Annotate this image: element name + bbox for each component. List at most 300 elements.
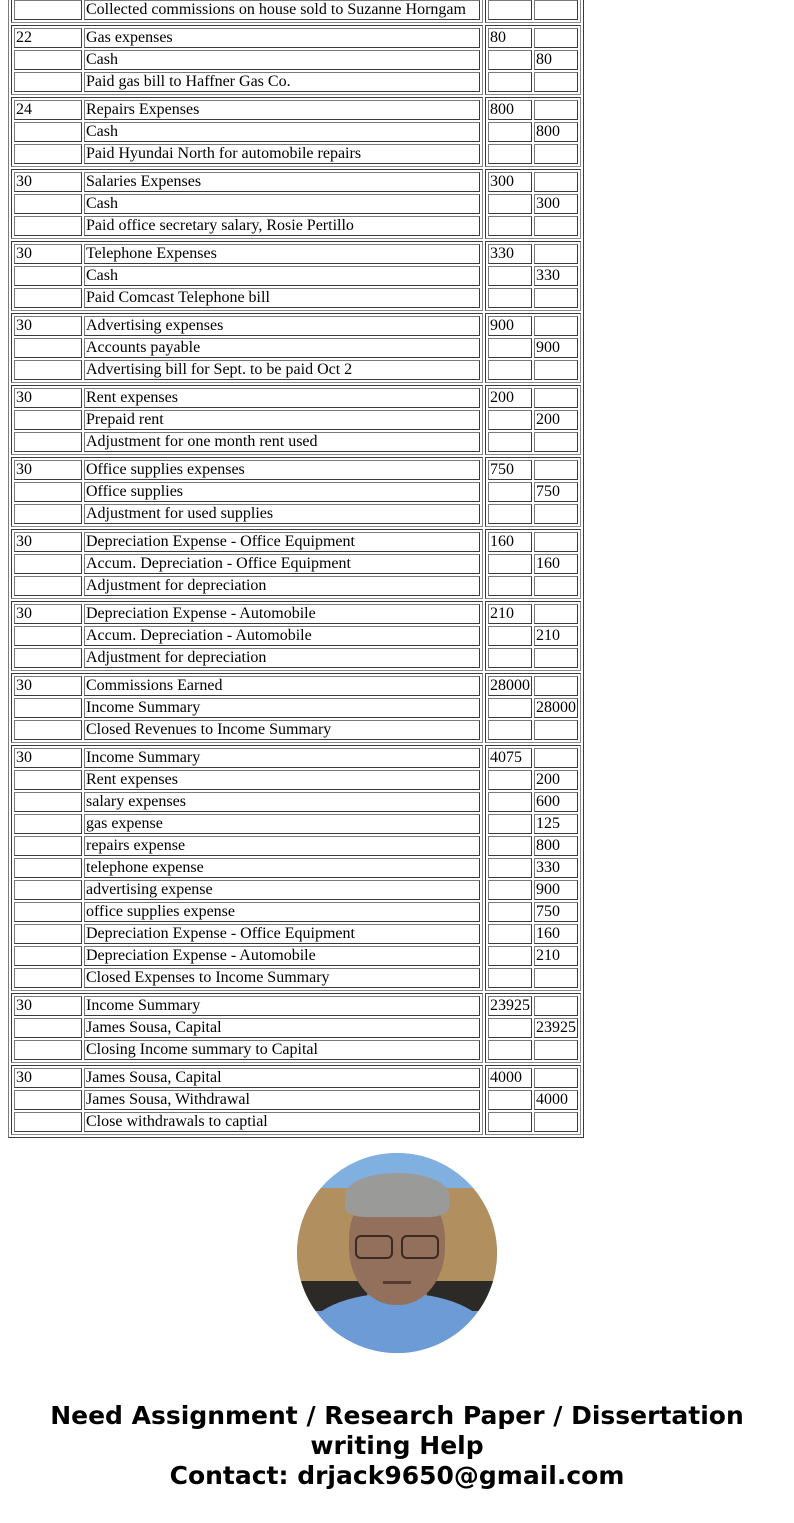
contact-banner (0, 1401, 794, 1491)
table-row (488, 924, 578, 944)
credit-cell (534, 532, 578, 552)
table-row (14, 902, 480, 922)
description-cell: Repairs Expenses (84, 100, 480, 120)
debit-cell (488, 576, 532, 596)
table-row (14, 1018, 480, 1038)
entry-account-table (12, 386, 482, 454)
table-row (14, 880, 480, 900)
description-cell: Rent expenses (84, 388, 480, 408)
journal-entry (11, 673, 581, 743)
table-row (14, 338, 480, 358)
debit-cell (488, 266, 532, 286)
table-row (14, 554, 480, 574)
entry-amount-table (486, 26, 580, 94)
description-cell: Advertising expenses (84, 316, 480, 336)
date-cell (14, 288, 82, 308)
entry-amount-cell (485, 0, 581, 23)
credit-cell: 4000 (534, 1090, 578, 1110)
credit-cell: 160 (534, 554, 578, 574)
date-cell (14, 1040, 82, 1060)
entry-account-table (12, 242, 482, 310)
entry-account-table (12, 26, 482, 94)
table-row (488, 836, 578, 856)
date-cell: 22 (14, 28, 82, 48)
journal-entry (11, 25, 581, 95)
table-row (488, 858, 578, 878)
debit-cell (488, 0, 532, 20)
entry-amount-table (486, 458, 580, 526)
date-cell: 30 (14, 244, 82, 264)
credit-cell: 330 (534, 858, 578, 878)
credit-cell: 750 (534, 902, 578, 922)
debit-cell (488, 814, 532, 834)
credit-cell (534, 648, 578, 668)
date-cell (14, 576, 82, 596)
table-row (488, 648, 578, 668)
credit-cell: 28000 (536, 699, 576, 716)
entry-account-cell (11, 169, 483, 239)
table-row (14, 698, 480, 718)
debit-cell (488, 858, 532, 878)
table-row (488, 554, 578, 574)
date-cell (14, 836, 82, 856)
description-cell: Paid Hyundai North for automobile repairs (84, 144, 480, 164)
table-row (14, 1090, 480, 1110)
description-cell: Closed Revenues to Income Summary (84, 720, 480, 740)
table-row (14, 216, 480, 236)
entry-amount-table (486, 242, 580, 310)
debit-cell (488, 144, 532, 164)
table-row (14, 244, 480, 264)
journal-entry (11, 169, 581, 239)
table-row (488, 482, 578, 502)
entry-account-cell (11, 385, 483, 455)
date-cell (14, 720, 82, 740)
description-cell: Accum. Depreciation - Automobile (84, 626, 480, 646)
table-row (14, 858, 480, 878)
journal-entry (11, 97, 581, 167)
debit-cell (488, 50, 532, 70)
credit-cell: 900 (534, 338, 578, 358)
entry-amount-cell (485, 313, 581, 383)
credit-cell (534, 748, 578, 768)
debit-cell: 28000 (490, 677, 530, 694)
debit-cell (488, 554, 532, 574)
table-row (488, 50, 578, 70)
entry-account-cell (11, 601, 483, 671)
description-cell: Prepaid rent (84, 410, 480, 430)
date-cell: 30 (14, 1068, 82, 1088)
credit-cell (534, 100, 578, 120)
debit-cell (488, 432, 532, 452)
description-cell: Telephone Expenses (84, 244, 480, 264)
debit-cell (488, 836, 532, 856)
credit-cell (534, 0, 578, 20)
credit-cell: 800 (534, 122, 578, 142)
description-cell: Commissions Earned (84, 676, 480, 696)
debit-cell: 160 (488, 532, 532, 552)
debit-cell (488, 482, 532, 502)
credit-cell: 200 (534, 770, 578, 790)
debit-cell (488, 880, 532, 900)
entry-amount-table (486, 1066, 580, 1134)
debit-cell: 200 (488, 388, 532, 408)
debit-cell (488, 770, 532, 790)
credit-cell: 300 (534, 194, 578, 214)
entry-account-cell (11, 97, 483, 167)
table-row (488, 902, 578, 922)
entry-account-cell (11, 241, 483, 311)
debit-cell (488, 626, 532, 646)
credit-cell (534, 432, 578, 452)
debit-cell: 23925 (490, 997, 530, 1014)
date-cell (14, 554, 82, 574)
description-cell: Paid gas bill to Haffner Gas Co. (84, 72, 480, 92)
credit-cell: 210 (534, 626, 578, 646)
journal-entry (11, 993, 581, 1063)
entry-amount-cell (485, 993, 581, 1063)
table-row (14, 836, 480, 856)
table-row (14, 0, 480, 20)
table-row (14, 460, 480, 480)
description-cell: Gas expenses (84, 28, 480, 48)
entry-amount-table (486, 314, 580, 382)
description-cell: telephone expense (84, 858, 480, 878)
entry-account-table (12, 98, 482, 166)
debit-cell (488, 968, 532, 988)
description-cell: James Sousa, Capital (84, 1068, 480, 1088)
entry-amount-cell (485, 1065, 581, 1135)
table-row (488, 968, 578, 988)
debit-cell (488, 698, 532, 718)
date-cell: 30 (14, 388, 82, 408)
credit-cell (534, 316, 578, 336)
entry-amount-cell (485, 601, 581, 671)
entry-amount-table (486, 0, 580, 22)
entry-amount-cell (485, 529, 581, 599)
table-row (14, 946, 480, 966)
entry-account-table (12, 674, 482, 742)
author-photo (297, 1153, 497, 1353)
description-cell: gas expense (84, 814, 480, 834)
table-row (14, 626, 480, 646)
journal-entry (11, 457, 581, 527)
table-row (488, 814, 578, 834)
journal-entry (11, 1065, 581, 1135)
banner-line-1: Need Assignment / Research Paper / Dissertation (50, 1401, 744, 1430)
entry-account-table (12, 458, 482, 526)
table-row (14, 532, 480, 552)
table-row (14, 968, 480, 988)
entry-amount-table (486, 994, 580, 1062)
table-row (14, 576, 480, 596)
description-cell: Adjustment for used supplies (84, 504, 480, 524)
debit-cell: 750 (488, 460, 532, 480)
table-row (488, 720, 578, 740)
description-cell: Accum. Depreciation - Office Equipment (84, 554, 480, 574)
date-cell (14, 698, 82, 718)
entry-account-table (12, 602, 482, 670)
entry-amount-table (486, 746, 580, 990)
date-cell (14, 946, 82, 966)
table-row (488, 338, 578, 358)
entry-amount-cell (485, 25, 581, 95)
date-cell (14, 770, 82, 790)
date-cell: 24 (14, 100, 82, 120)
description-cell: Income Summary (84, 748, 480, 768)
credit-cell (534, 216, 578, 236)
table-row (14, 28, 480, 48)
debit-cell: 4000 (488, 1068, 532, 1088)
date-cell (14, 216, 82, 236)
description-cell: salary expenses (84, 792, 480, 812)
entry-amount-table (486, 674, 580, 742)
table-row (14, 1068, 480, 1088)
table-row (14, 676, 480, 696)
journal-entry (11, 0, 581, 23)
description-cell: James Sousa, Capital (84, 1018, 480, 1038)
description-cell: Adjustment for depreciation (84, 648, 480, 668)
photo-hair (345, 1173, 449, 1217)
debit-cell (488, 902, 532, 922)
credit-cell (534, 360, 578, 380)
debit-cell (488, 338, 532, 358)
table-row (488, 698, 578, 718)
entry-account-table (12, 746, 482, 990)
table-row (488, 216, 578, 236)
credit-cell (534, 504, 578, 524)
table-row (488, 194, 578, 214)
date-cell (14, 648, 82, 668)
table-row (488, 1040, 578, 1060)
description-cell: Cash (84, 266, 480, 286)
entry-account-cell (11, 25, 483, 95)
entry-account-table (12, 170, 482, 238)
description-cell: Closing Income summary to Capital (84, 1040, 480, 1060)
journal-entry (11, 385, 581, 455)
table-row (14, 172, 480, 192)
entry-amount-table (486, 530, 580, 598)
entry-amount-cell (485, 745, 581, 991)
table-row (488, 244, 578, 264)
journal-entry (11, 745, 581, 991)
date-cell (14, 1090, 82, 1110)
journal-entry (11, 313, 581, 383)
description-cell: Rent expenses (84, 770, 480, 790)
table-row (488, 770, 578, 790)
entry-account-table (12, 994, 482, 1062)
table-row (488, 576, 578, 596)
debit-cell (488, 504, 532, 524)
table-row (14, 288, 480, 308)
table-row (488, 460, 578, 480)
table-row (488, 0, 578, 20)
debit-cell: 300 (488, 172, 532, 192)
table-row (14, 410, 480, 430)
debit-cell (488, 946, 532, 966)
table-row (14, 100, 480, 120)
entry-account-cell (11, 673, 483, 743)
table-row (14, 604, 480, 624)
description-cell: Adjustment for one month rent used (84, 432, 480, 452)
date-cell (14, 1112, 82, 1132)
date-cell (14, 266, 82, 286)
debit-cell (488, 1040, 532, 1060)
entry-amount-cell (485, 169, 581, 239)
entry-amount-table (486, 386, 580, 454)
table-row (488, 266, 578, 286)
credit-cell (534, 1068, 578, 1088)
entry-account-table (12, 1066, 482, 1134)
table-row (488, 288, 578, 308)
debit-cell: 80 (488, 28, 532, 48)
table-row (488, 122, 578, 142)
date-cell (14, 144, 82, 164)
date-cell (14, 858, 82, 878)
entry-amount-table (486, 602, 580, 670)
table-row (14, 144, 480, 164)
credit-cell (534, 460, 578, 480)
description-cell: Accounts payable (84, 338, 480, 358)
description-cell: Depreciation Expense - Automobile (84, 946, 480, 966)
table-row (488, 532, 578, 552)
description-cell: repairs expense (84, 836, 480, 856)
table-row (488, 748, 578, 768)
date-cell (14, 194, 82, 214)
credit-cell (534, 1112, 578, 1132)
table-row (14, 1040, 480, 1060)
date-cell (14, 902, 82, 922)
credit-cell (534, 1040, 578, 1060)
credit-cell: 600 (534, 792, 578, 812)
date-cell: 30 (14, 676, 82, 696)
table-row (488, 172, 578, 192)
description-cell: Closed Expenses to Income Summary (84, 968, 480, 988)
date-cell (14, 0, 82, 20)
entry-account-table (12, 0, 482, 22)
description-cell: Paid office secretary salary, Rosie Pertillo (84, 216, 480, 236)
credit-cell (534, 968, 578, 988)
debit-cell (488, 194, 532, 214)
credit-cell: 750 (534, 482, 578, 502)
photo-mouth (383, 1281, 411, 1284)
photo-glasses-right (401, 1235, 439, 1259)
date-cell: 30 (14, 316, 82, 336)
credit-cell (534, 720, 578, 740)
date-cell (14, 50, 82, 70)
debit-cell: 330 (488, 244, 532, 264)
journal-entry (11, 529, 581, 599)
debit-cell: 900 (488, 316, 532, 336)
table-row (488, 1018, 578, 1038)
date-cell: 30 (14, 996, 82, 1016)
entry-account-cell (11, 0, 483, 23)
table-row (14, 482, 480, 502)
date-cell (14, 1018, 82, 1038)
date-cell (14, 792, 82, 812)
description-cell: Office supplies (84, 482, 480, 502)
entry-account-table (12, 314, 482, 382)
table-row (488, 946, 578, 966)
table-row (14, 504, 480, 524)
credit-cell (534, 172, 578, 192)
table-row (14, 720, 480, 740)
debit-cell (488, 792, 532, 812)
table-row (14, 1112, 480, 1132)
entry-account-cell (11, 457, 483, 527)
table-row (14, 770, 480, 790)
description-cell: James Sousa, Withdrawal (84, 1090, 480, 1110)
description-cell: Income Summary (84, 698, 480, 718)
entry-account-cell (11, 1065, 483, 1135)
date-cell: 30 (14, 172, 82, 192)
entry-amount-cell (485, 97, 581, 167)
debit-cell: 210 (488, 604, 532, 624)
description-cell: Cash (84, 122, 480, 142)
credit-cell: 125 (534, 814, 578, 834)
credit-cell: 23925 (536, 1019, 576, 1036)
table-row (14, 648, 480, 668)
table-row (14, 360, 480, 380)
date-cell (14, 432, 82, 452)
journal-table (8, 0, 584, 1138)
journal-entry (11, 601, 581, 671)
credit-cell (534, 676, 578, 696)
debit-cell (488, 1090, 532, 1110)
credit-cell (534, 144, 578, 164)
credit-cell: 200 (534, 410, 578, 430)
table-row (14, 388, 480, 408)
entry-account-cell (11, 529, 483, 599)
date-cell: 30 (14, 532, 82, 552)
date-cell (14, 924, 82, 944)
table-row (14, 432, 480, 452)
debit-cell: 800 (488, 100, 532, 120)
entry-amount-cell (485, 673, 581, 743)
debit-cell (488, 1018, 532, 1038)
credit-cell: 330 (534, 266, 578, 286)
table-row (488, 100, 578, 120)
table-row (488, 792, 578, 812)
date-cell (14, 122, 82, 142)
credit-cell: 800 (534, 836, 578, 856)
table-row (488, 676, 578, 696)
table-row (488, 504, 578, 524)
table-row (14, 316, 480, 336)
debit-cell (488, 360, 532, 380)
description-cell: Collected commissions on house sold to Suzanne Horngam (84, 0, 480, 20)
entry-account-cell (11, 993, 483, 1063)
credit-cell (534, 72, 578, 92)
table-row (14, 50, 480, 70)
table-row (488, 316, 578, 336)
debit-cell (488, 122, 532, 142)
banner-line-3: Contact: drjack9650@gmail.com (169, 1461, 625, 1490)
description-cell: Adjustment for depreciation (84, 576, 480, 596)
table-row (14, 924, 480, 944)
debit-cell (488, 1112, 532, 1132)
description-cell: Advertising bill for Sept. to be paid Oct 2 (84, 360, 480, 380)
table-row (488, 410, 578, 430)
description-cell: Depreciation Expense - Automobile (84, 604, 480, 624)
date-cell (14, 360, 82, 380)
description-cell: Salaries Expenses (84, 172, 480, 192)
description-cell: Income Summary (84, 996, 480, 1016)
table-row (14, 194, 480, 214)
date-cell (14, 626, 82, 646)
table-row (488, 144, 578, 164)
entry-amount-cell (485, 385, 581, 455)
